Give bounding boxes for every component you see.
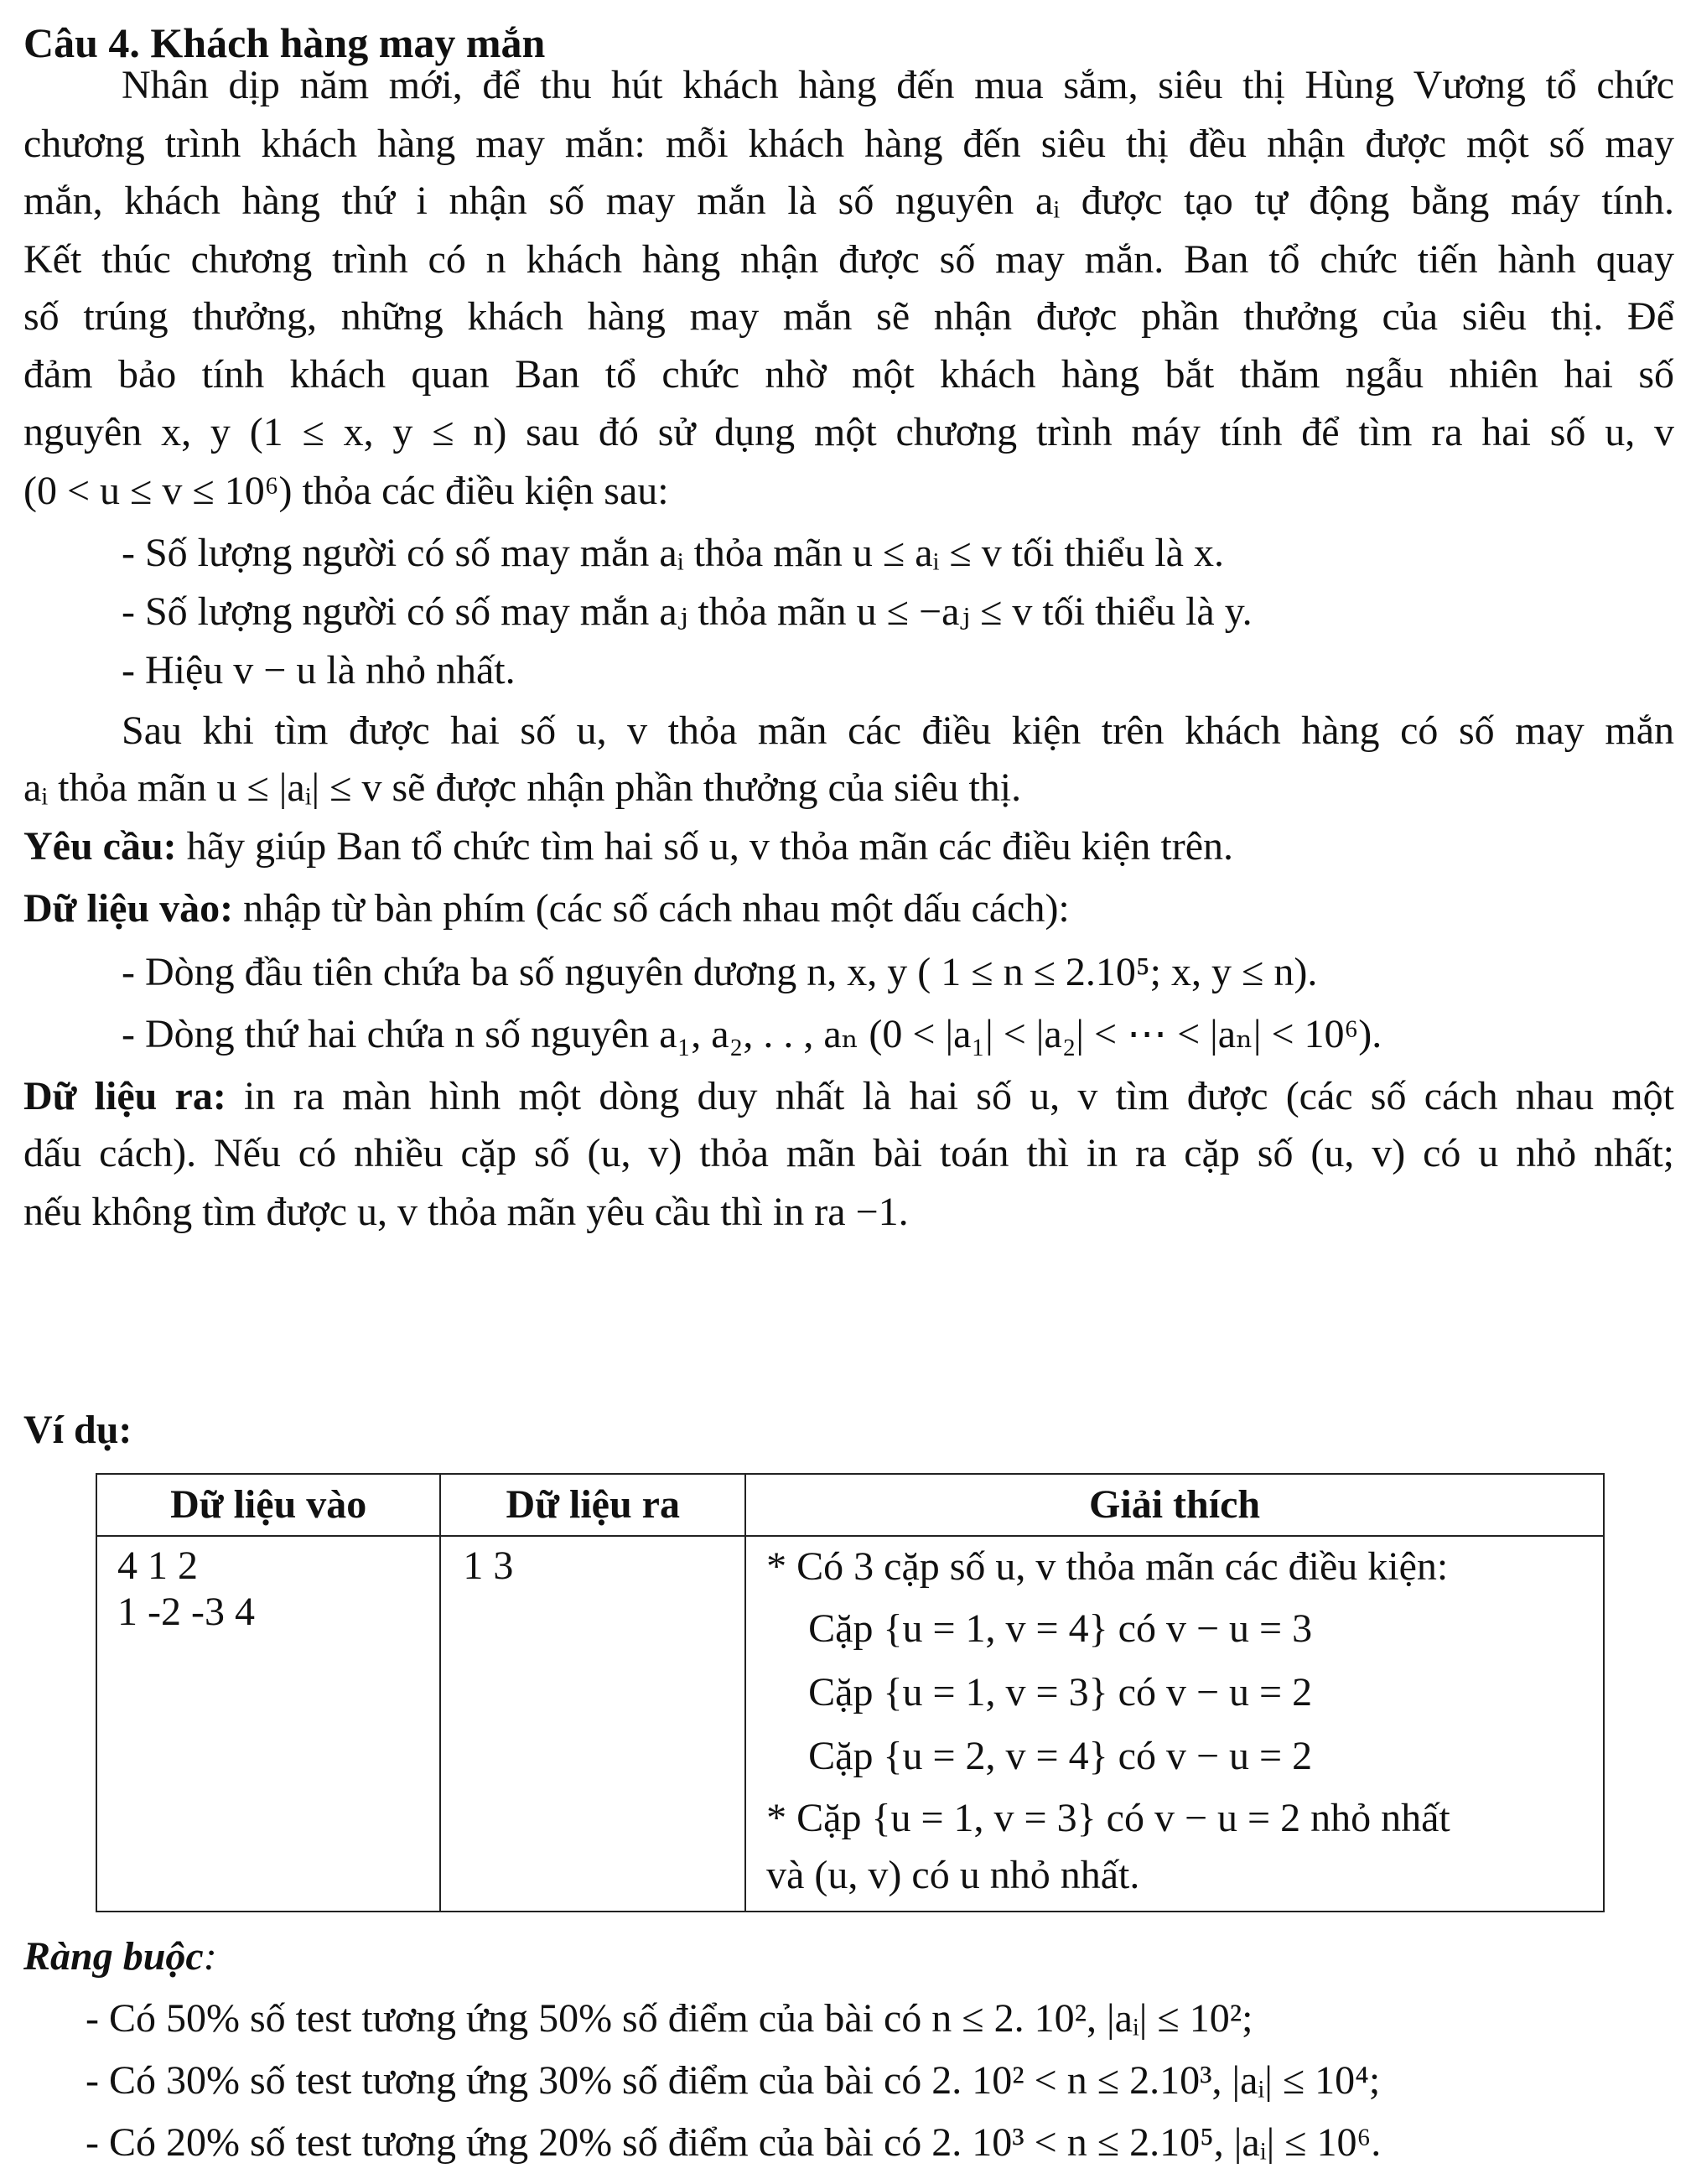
intro-line: (0 < u ≤ v ≤ 10⁶) thỏa các điều kiện sau: — [23, 469, 669, 513]
constraint-item: - Có 30% số test tương ứng 30% số điểm của bài có 2. 10² < n ≤ 2.10³, |aᵢ| ≤ 10⁴; — [86, 2058, 1381, 2103]
explanation-line: * Cặp {u = 1, v = 3} có v − u = 2 nhỏ nhất — [766, 1796, 1450, 1840]
example-output-cell — [440, 1536, 745, 1912]
column-header: Dữ liệu vào — [96, 1474, 440, 1536]
intro-line: Kết thúc chương trình có n khách hàng nhận được số may mắn. Ban tổ chức tiến hành quay — [23, 237, 1674, 282]
intro-line: mắn, khách hàng thứ i nhận số may mắn là số nguyên aᵢ được tạo tự động bằng máy tính. — [23, 179, 1674, 223]
constraint-item: - Có 20% số test tương ứng 20% số điểm của bài có 2. 10³ < n ≤ 2.10⁵, |aᵢ| ≤ 10⁶. — [86, 2120, 1382, 2165]
column-header: Giải thích — [745, 1474, 1604, 1536]
example-explanation-cell — [745, 1536, 1604, 1912]
request-text: hãy giúp Ban tổ chức tìm hai số u, v thỏa mãn các điều kiện trên. — [176, 824, 1234, 869]
constraint-item: - Có 50% số test tương ứng 50% số điểm của bài có n ≤ 2. 10², |aᵢ| ≤ 10²; — [86, 1996, 1253, 2041]
explanation-line: Cặp {u = 1, v = 4} có v − u = 3 — [808, 1606, 1313, 1651]
condition-item: - Hiệu v − u là nhỏ nhất. — [122, 648, 516, 693]
explanation-line: * Có 3 cặp số u, v thỏa mãn các điều kiện: — [766, 1544, 1449, 1589]
constraints-label: Ràng buộc — [23, 1934, 204, 1979]
intro-line: Nhân dịp năm mới, để thu hút khách hàng đến mua sắm, siêu thị Hùng Vương tổ chức — [122, 63, 1674, 107]
intro-line: chương trình khách hàng may mắn: mỗi khách hàng đến siêu thị đều nhận được một số may — [23, 122, 1674, 166]
after-line: Sau khi tìm được hai số u, v thỏa mãn các điều kiện trên khách hàng có số may mắn — [122, 708, 1674, 753]
constraints-heading — [23, 1934, 1674, 1979]
request-label: Yêu cầu: — [23, 824, 177, 869]
example-input-cell — [96, 1536, 440, 1912]
table-row — [96, 1536, 1604, 1912]
column-header: Dữ liệu ra — [440, 1474, 745, 1536]
output-line: dấu cách). Nếu có nhiều cặp số (u, v) thỏa mãn bài toán thì in ra cặp số (u, v) có u nhỏ nhất; — [23, 1131, 1674, 1175]
input-line: - Dòng đầu tiên chứa ba số nguyên dương n, x, y ( 1 ≤ n ≤ 2.10⁵; x, y ≤ n). — [122, 950, 1318, 994]
problem-title: Câu 4. Khách hàng may mắn — [23, 19, 546, 66]
explanation-line: Cặp {u = 1, v = 3} có v − u = 2 — [808, 1670, 1313, 1715]
output-section — [23, 1076, 1674, 1117]
table-header-row — [96, 1474, 1604, 1536]
intro-line: nguyên x, y (1 ≤ x, y ≤ n) sau đó sử dụng một chương trình máy tính để tìm ra hai số u, v — [23, 410, 1674, 454]
input-data-line: 4 1 2 — [117, 1543, 198, 1588]
output-data-line: 1 3 — [463, 1543, 514, 1588]
output-line: nếu không tìm được u, v thỏa mãn yêu cầu thì in ra −1. — [23, 1190, 909, 1234]
constraints-colon: : — [203, 1934, 217, 1979]
output-text: in ra màn hình một dòng duy nhất là hai số u, v tìm được (các số cách nhau một — [226, 1074, 1674, 1118]
intro-line: đảm bảo tính khách quan Ban tổ chức nhờ một khách hàng bắt thăm ngẫu nhiên hai số — [23, 352, 1674, 397]
input-text: nhập từ bàn phím (các số cách nhau một dấu cách): — [233, 886, 1070, 931]
input-line: - Dòng thứ hai chứa n số nguyên a₁, a₂, . . , aₙ (0 < |a₁| < |a₂| < ⋯ < |aₙ| < 10⁶). — [122, 1012, 1382, 1056]
after-line: aᵢ thỏa mãn u ≤ |aᵢ| ≤ v sẽ được nhận phần thưởng của siêu thị. — [23, 765, 1022, 810]
intro-line: số trúng thưởng, những khách hàng may mắn sẽ nhận được phần thưởng của siêu thị. Để — [23, 294, 1674, 339]
input-label: Dữ liệu vào: — [23, 886, 234, 931]
output-label: Dữ liệu ra: — [23, 1074, 226, 1118]
request-section — [23, 824, 1674, 869]
input-section — [23, 886, 1674, 931]
example-table — [96, 1473, 1605, 1912]
example-label: Ví dụ: — [23, 1408, 132, 1452]
condition-item: - Số lượng người có số may mắn aᵢ thỏa mãn u ≤ aᵢ ≤ v tối thiểu là x. — [122, 531, 1224, 575]
explanation-line: Cặp {u = 2, v = 4} có v − u = 2 — [808, 1734, 1313, 1778]
explanation-line: và (u, v) có u nhỏ nhất. — [766, 1853, 1140, 1897]
condition-item: - Số lượng người có số may mắn aⱼ thỏa mãn u ≤ −aⱼ ≤ v tối thiểu là y. — [122, 589, 1253, 634]
input-data-line: 1 -2 -3 4 — [117, 1590, 255, 1634]
